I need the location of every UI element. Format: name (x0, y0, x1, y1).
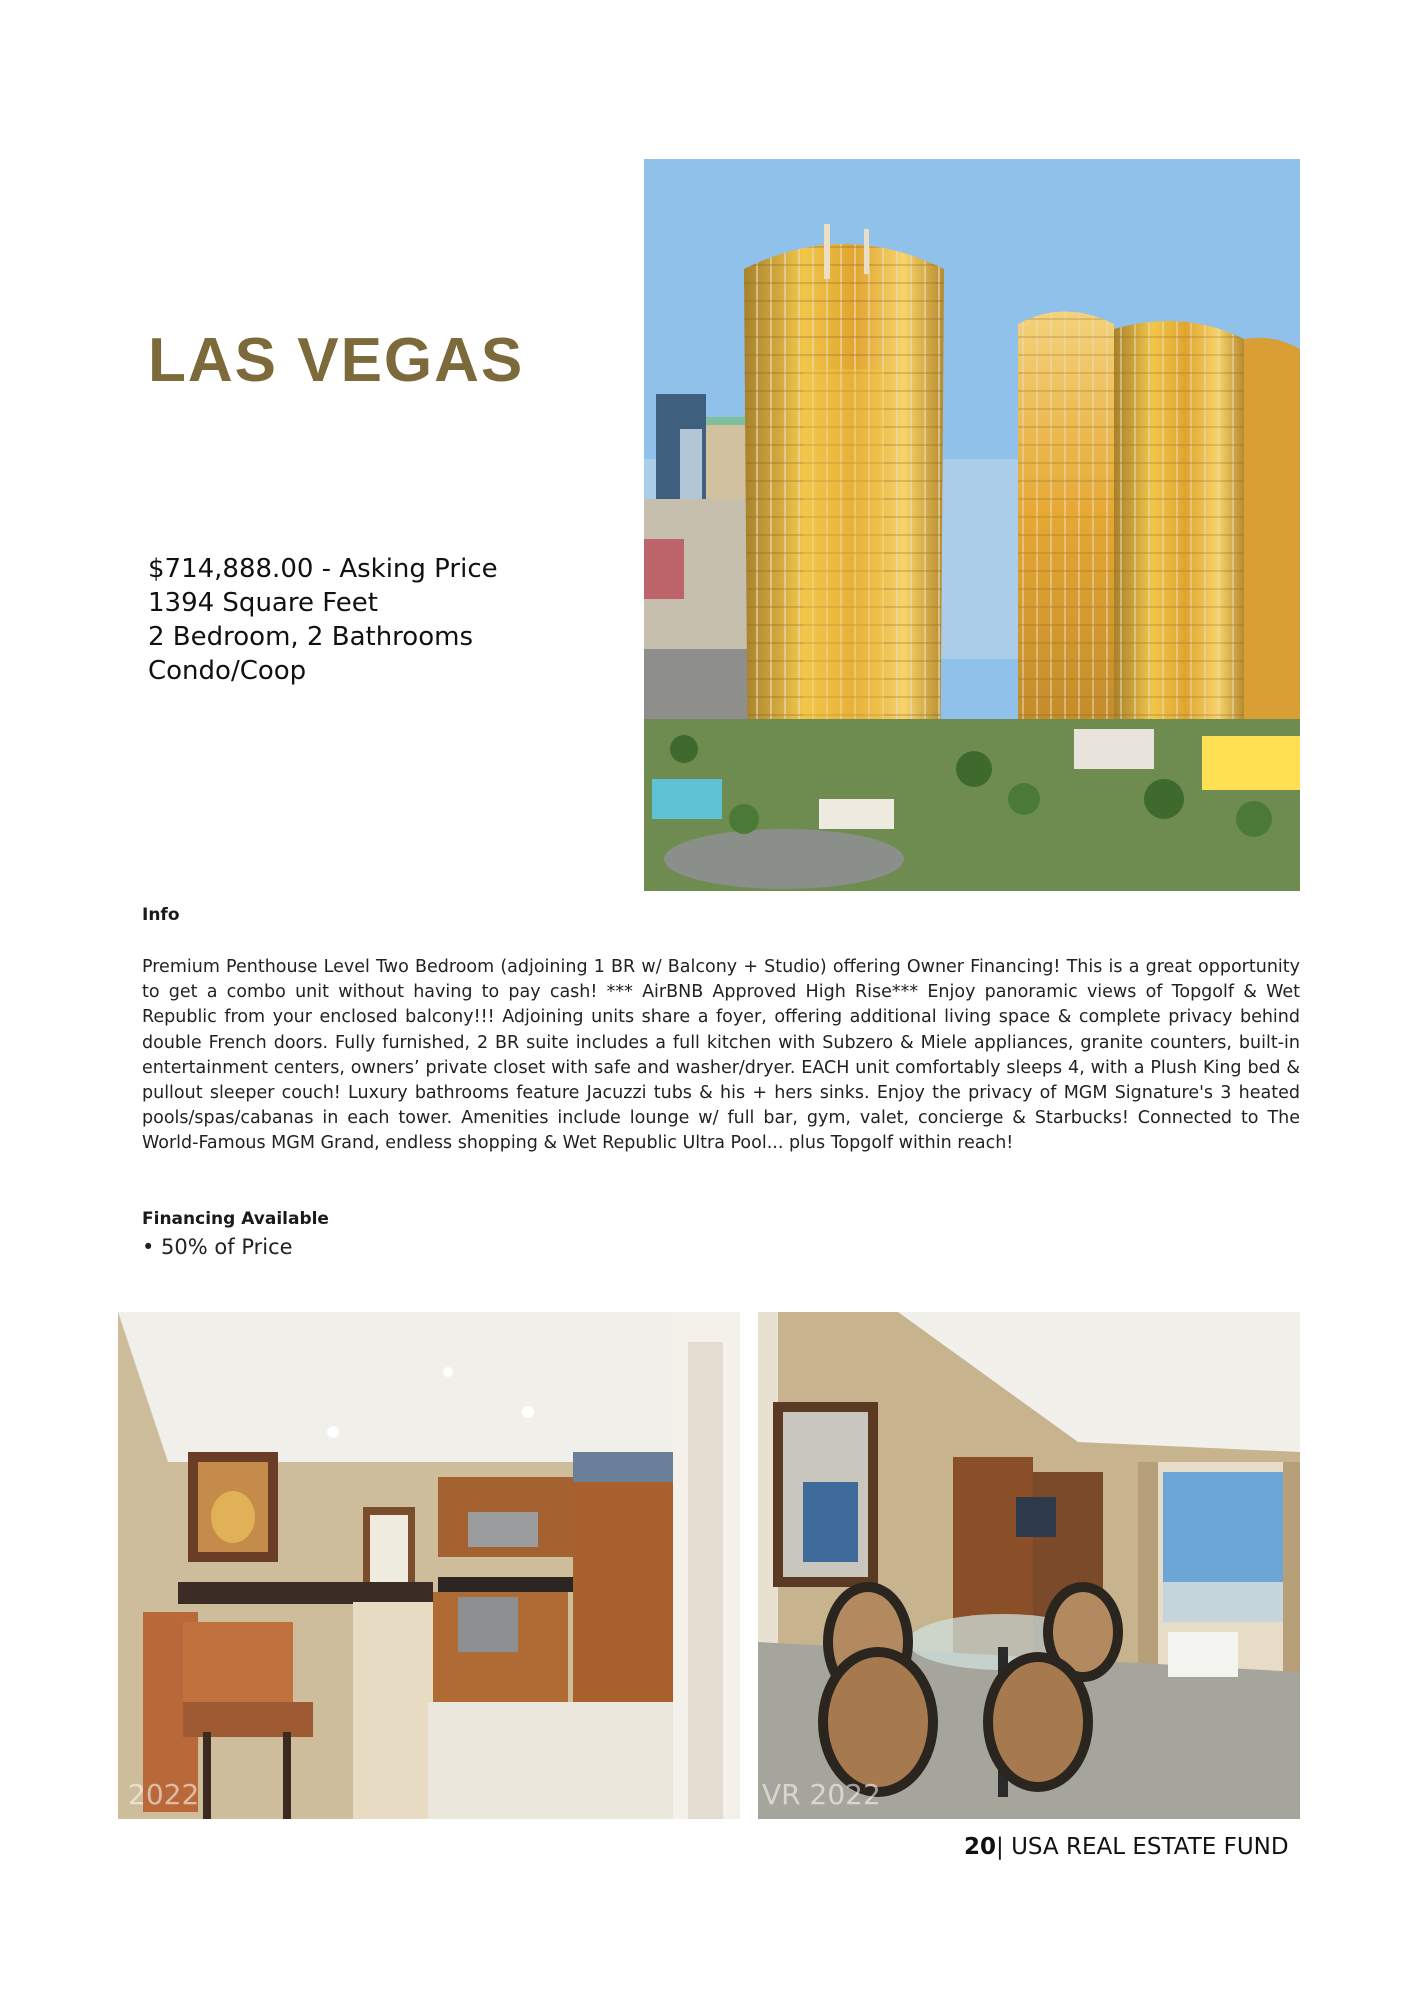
financing-item: • 50% of Price (142, 1235, 293, 1259)
page-title: LAS VEGAS (148, 326, 525, 395)
page-footer (964, 1834, 1289, 1860)
property-type: Condo/Coop (148, 656, 307, 686)
financing-heading: Financing Available (142, 1209, 329, 1229)
info-description: Premium Penthouse Level Two Bedroom (adjoining 1 BR w/ Balcony + Studio) offering Owner Financing! This is a great opportunity to get a combo unit without having to pay cash! *** AirBNB Approved High Rise*** Enjoy panoramic views of Topgolf & Wet Republic from your enclosed balcony!!! Adjoining units share a foyer, offering additional living space & complete privacy behind double French doors. Fully furnished, 2 BR suite includes a full kitchen with Subzero & Miele appliances, granite counters, built-in entertainment centers, owners’ private closet with safe and washer/dryer. EACH unit comfortably sleeps 4, with a Plush King bed & pullout sleeper couch! Luxury bathrooms feature Jacuzzi tubs & his + hers sinks. Enjoy the privacy of MGM Signature's 3 heated pools/spas/cabanas in each tower. Amenities include lounge w/ full bar, gym, valet, concierge & Starbucks! Connected to The World-Famous MGM Grand, endless shopping & Wet Republic Ultra Pool... plus Topgolf within reach! (142, 957, 1300, 1154)
footer-label: | USA REAL ESTATE FUND (996, 1834, 1289, 1860)
info-heading: Info (142, 905, 180, 925)
dining-watermark: VR 2022 (762, 1778, 881, 1811)
kitchen-watermark: 2022 (128, 1778, 200, 1811)
asking-price: $714,888.00 - Asking Price (148, 554, 498, 584)
accent-patch (1202, 736, 1300, 790)
dining-illustration (758, 1312, 1300, 1819)
kitchen-illustration (118, 1312, 740, 1819)
property-facts (148, 552, 498, 688)
kitchen-photo (118, 1312, 740, 1819)
dining-photo (758, 1312, 1300, 1819)
bed-bath: 2 Bedroom, 2 Bathrooms (148, 622, 473, 652)
tower-photo (644, 159, 1300, 891)
page-number: 20 (964, 1834, 997, 1860)
square-feet: 1394 Square Feet (148, 588, 378, 618)
